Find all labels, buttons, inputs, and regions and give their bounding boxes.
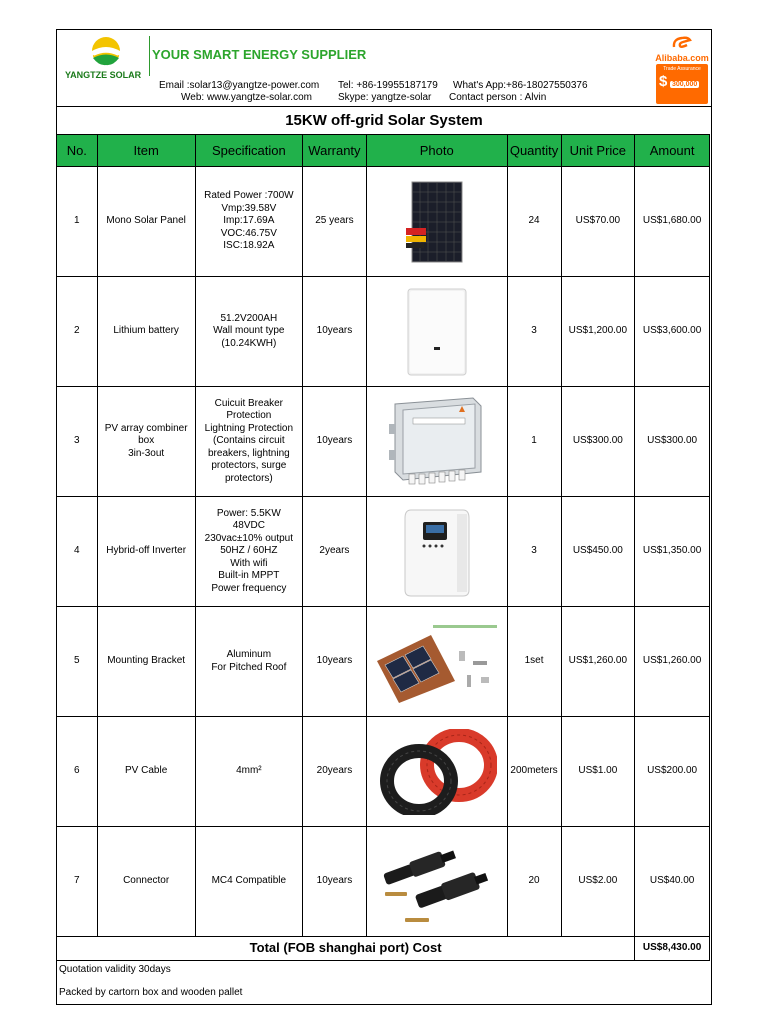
row-warranty: 10years [303,277,367,387]
row-photo [366,827,507,937]
table-row [57,607,710,717]
row-quantity: 1 [507,387,561,497]
row-photo [366,167,507,277]
pv-cable-photo [377,729,497,815]
row-spec: MC4 Compatible [195,827,302,937]
row-photo [366,607,507,717]
row-amount: US$40.00 [635,827,710,937]
row-unit-price: US$2.00 [561,827,635,937]
trade-assurance-label: Trade Assurance [663,66,701,72]
row-no: 1 [57,167,98,277]
row-no: 6 [57,717,98,827]
assurance-currency: $ [659,73,668,90]
row-amount: US$1,680.00 [635,167,710,277]
row-no: 5 [57,607,98,717]
total-amount: US$8,430.00 [635,937,710,961]
col-header-spec: Specification [195,135,302,167]
row-no: 3 [57,387,98,497]
row-amount: US$1,260.00 [635,607,710,717]
assurance-amount: 300,000 [672,81,698,88]
table-row [57,827,710,937]
table-row [57,717,710,827]
mounting-bracket-photo [373,621,501,703]
validity-note: Quotation validity 30days [59,964,171,975]
row-photo [366,497,507,607]
row-photo [366,387,507,497]
row-unit-price: US$300.00 [561,387,635,497]
quotation-title: 15KW off-grid Solar System [57,106,711,135]
quotation-table [56,134,710,961]
row-spec: Cuicuit Breaker Protection Lightning Protection (Contains circuit breakers, lightning protectors, surge protectors) [195,387,302,497]
trade-assurance-badge [656,64,708,104]
row-spec: Power: 5.5KW 48VDC 230vac±10% output 50HZ / 60HZ With wifi Built-in MPPT Power frequency [195,497,302,607]
quotation-header [57,30,711,106]
whatsapp-text: What's App:+86-18027550376 [453,80,588,91]
col-header-amount: Amount [635,135,710,167]
connector-photo [377,838,497,926]
row-unit-price: US$450.00 [561,497,635,607]
row-quantity: 24 [507,167,561,277]
alibaba-logo-icon [671,35,693,53]
table-row [57,167,710,277]
row-spec: 51.2V200AH Wall mount type (10.24KWH) [195,277,302,387]
col-header-photo: Photo [366,135,507,167]
row-amount: US$3,600.00 [635,277,710,387]
row-spec: Aluminum For Pitched Roof [195,607,302,717]
row-item: Lithium battery [97,277,195,387]
email-text: Email :solar13@yangtze-power.com [159,80,320,91]
row-photo [366,277,507,387]
col-header-no: No. [57,135,98,167]
table-row [57,497,710,607]
row-unit-price: US$1,200.00 [561,277,635,387]
slogan: YOUR SMART ENERGY SUPPLIER [152,47,367,62]
packing-note: Packed by cartorn box and wooden pallet [59,987,243,998]
row-no: 7 [57,827,98,937]
row-warranty: 10years [303,607,367,717]
row-amount: US$300.00 [635,387,710,497]
alibaba-name: Alibaba.com [655,53,709,63]
row-amount: US$1,350.00 [635,497,710,607]
row-quantity: 3 [507,497,561,607]
table-row [57,387,710,497]
row-warranty: 2years [303,497,367,607]
tel-text: Tel: +86-19955187179 [338,80,438,91]
row-warranty: 25 years [303,167,367,277]
skype-text: Skype: yangtze-solar [338,92,432,103]
brand-name: YANGTZE SOLAR [65,70,142,80]
combiner-box-photo [387,394,487,490]
contact-person-text: Contact person : Alvin [449,92,547,103]
row-item: Mounting Bracket [97,607,195,717]
row-warranty: 10years [303,827,367,937]
col-header-unit-price: Unit Price [561,135,635,167]
alibaba-badge [653,35,711,103]
col-header-item: Item [97,135,195,167]
row-amount: US$200.00 [635,717,710,827]
row-spec: 4mm² [195,717,302,827]
total-label: Total (FOB shanghai port) Cost [57,937,635,961]
header-divider [149,36,150,76]
row-quantity: 3 [507,277,561,387]
solar-panel-photo [406,180,468,264]
quotation-notes [57,959,711,1004]
table-header-row [57,135,710,167]
row-photo [366,717,507,827]
col-header-quantity: Quantity [507,135,561,167]
battery-photo [406,287,468,377]
row-unit-price: US$1,260.00 [561,607,635,717]
row-unit-price: US$70.00 [561,167,635,277]
row-item: Connector [97,827,195,937]
row-item: Hybrid-off Inverter [97,497,195,607]
row-unit-price: US$1.00 [561,717,635,827]
quotation-sheet [56,29,712,1005]
web-text: Web: www.yangtze-solar.com [181,92,312,103]
row-quantity: 1set [507,607,561,717]
row-no: 4 [57,497,98,607]
col-header-warranty: Warranty [303,135,367,167]
row-warranty: 20years [303,717,367,827]
row-warranty: 10years [303,387,367,497]
total-row [57,937,710,961]
row-spec: Rated Power :700W Vmp:39.58V Imp:17.69A VOC:46.75V ISC:18.92A [195,167,302,277]
row-item: PV array combiner box 3in-3out [97,387,195,497]
row-item: PV Cable [97,717,195,827]
row-item: Mono Solar Panel [97,167,195,277]
row-no: 2 [57,277,98,387]
table-row [57,277,710,387]
inverter-photo [397,506,477,598]
row-quantity: 20 [507,827,561,937]
row-quantity: 200meters [507,717,561,827]
